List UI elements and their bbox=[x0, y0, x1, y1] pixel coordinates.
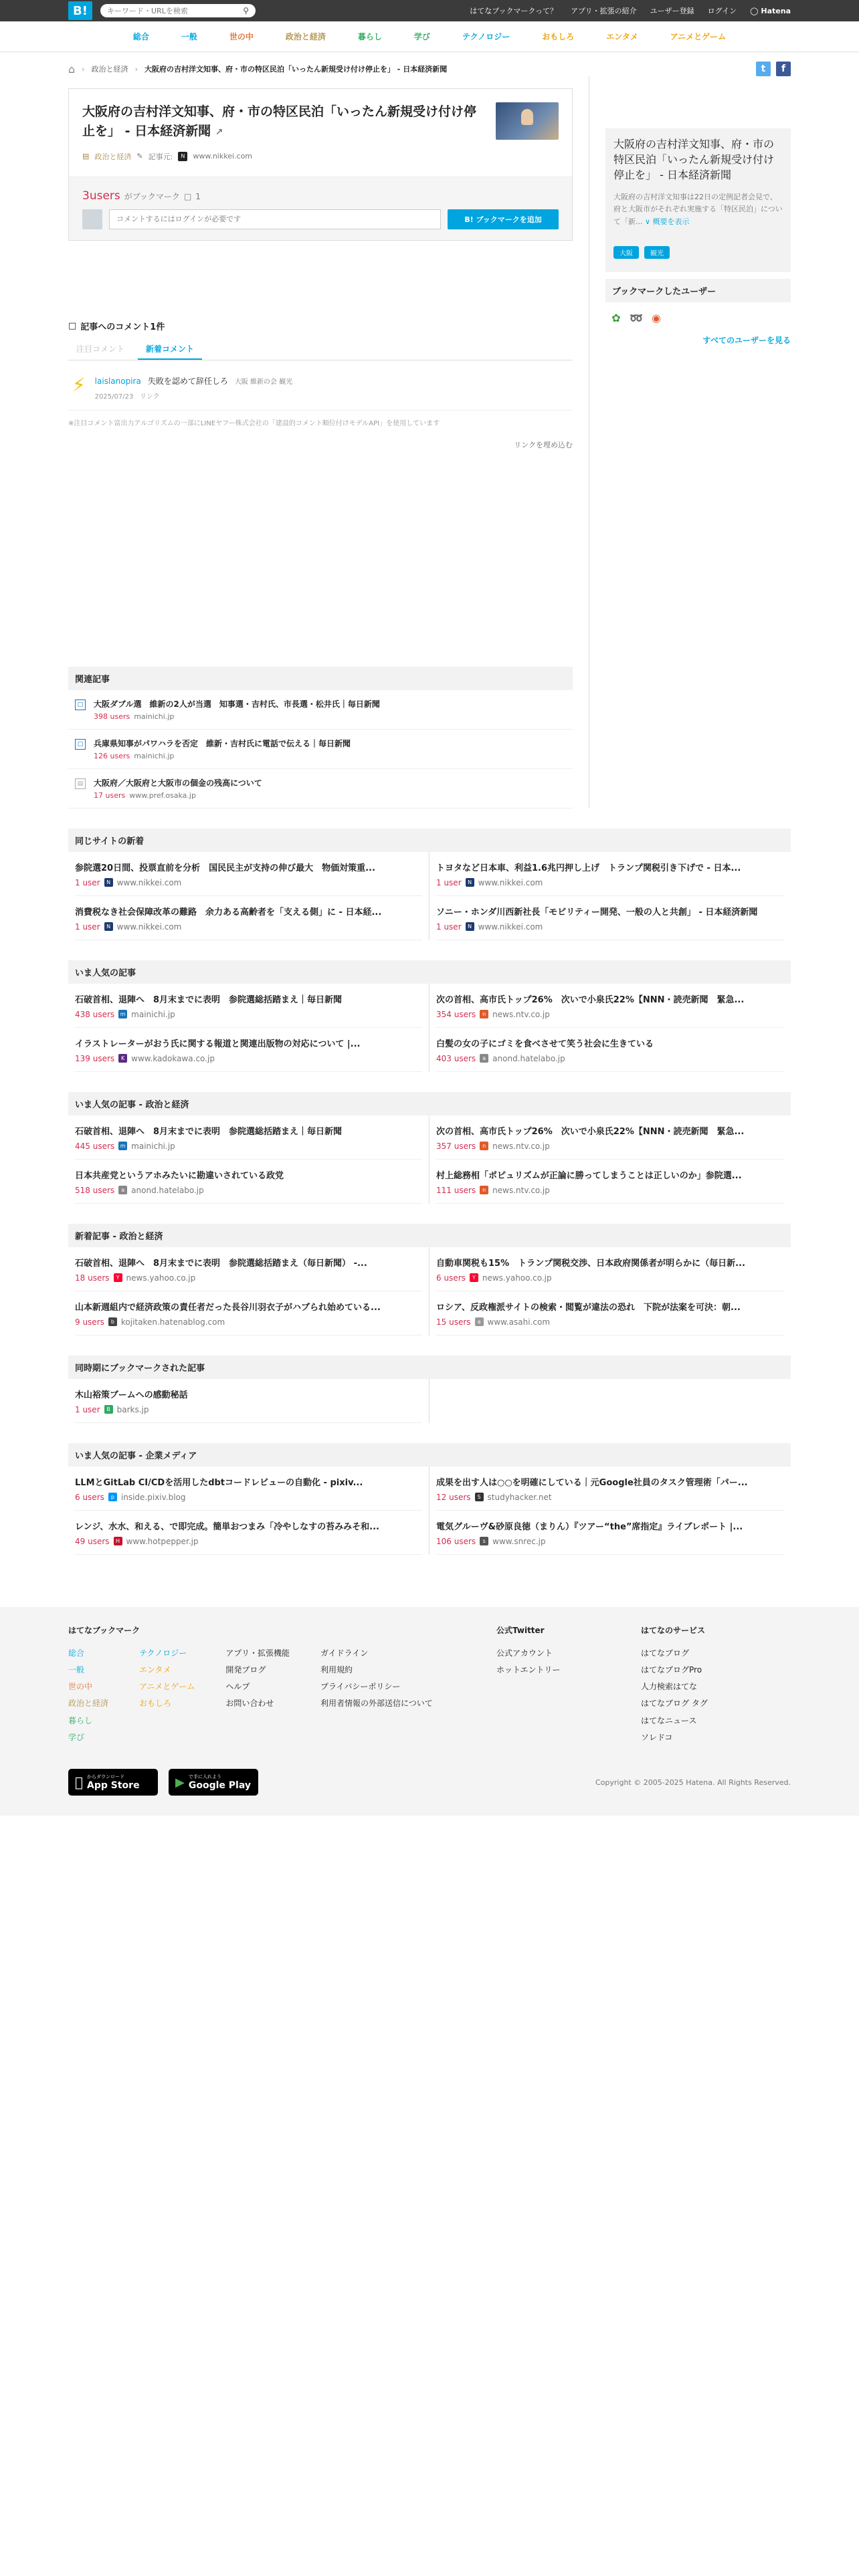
bookmark-count[interactable]: 3users がブックマーク □ 1 bbox=[82, 189, 201, 203]
nikkei-favicon: N bbox=[466, 922, 474, 931]
comment-list bbox=[68, 360, 573, 411]
nikkei-favicon: N bbox=[178, 152, 187, 161]
category-tab[interactable]: テクノロジー bbox=[462, 32, 510, 41]
block-heading: いま人気の記事 - 政治と経済 bbox=[68, 1092, 791, 1115]
article-title[interactable]: 山本新週組内で経済政策の責任者だった長谷川羽衣子がハブられ始めている... bbox=[75, 1302, 381, 1313]
home-icon[interactable]: ⌂ bbox=[68, 62, 76, 76]
article-title[interactable]: トヨタなど日本車、利益1.6兆円押し上げ トランプ関税引き下げで - 日本... bbox=[436, 863, 741, 873]
article-domain[interactable]: kojitaken.hatenablog.com bbox=[120, 1317, 225, 1327]
block-column bbox=[430, 852, 791, 940]
asahi-favicon: a bbox=[475, 1317, 484, 1326]
category-tab[interactable]: 世の中 bbox=[229, 32, 254, 41]
article-item[interactable] bbox=[75, 852, 422, 896]
article-domain[interactable]: www.nikkei.com bbox=[116, 877, 182, 887]
article-users[interactable]: 6 users bbox=[436, 1273, 466, 1283]
avatar bbox=[82, 209, 102, 229]
related-heading: 関連記事 bbox=[68, 667, 573, 690]
footer-link[interactable]: 一般 bbox=[68, 1665, 85, 1675]
footer-link[interactable]: お問い合わせ bbox=[225, 1699, 274, 1709]
footer bbox=[0, 1607, 859, 1816]
footer-link[interactable]: アニメとゲーム bbox=[139, 1682, 195, 1692]
google-play-small: で手に入れよう bbox=[188, 1774, 221, 1780]
article-users[interactable]: 518 users bbox=[75, 1185, 115, 1195]
article-users[interactable]: 1 user bbox=[75, 877, 100, 887]
entry-box bbox=[68, 88, 573, 241]
block-column bbox=[68, 852, 430, 940]
chart-icon: ▤ bbox=[82, 152, 90, 161]
bookmark-area bbox=[69, 177, 572, 240]
lightning-icon[interactable]: ➿ bbox=[630, 312, 643, 325]
article-domain[interactable]: news.yahoo.co.jp bbox=[482, 1273, 552, 1283]
blog-favicon: b bbox=[108, 1317, 117, 1326]
article-item[interactable] bbox=[75, 1115, 422, 1160]
article-title[interactable]: 参院選20日間、投票直前を分析 国民民主が支持の伸び最大 物価対策重... bbox=[75, 863, 375, 873]
article-item[interactable] bbox=[75, 1467, 422, 1511]
article-title[interactable]: 日本共産党というアホみたいに勘違いされている政党 bbox=[75, 1170, 284, 1181]
article-domain[interactable]: anond.hatelabo.jp bbox=[492, 1053, 565, 1063]
article-title[interactable]: 村上総務相「ポピュリズムが正論に勝ってしまうことは正しいのか」参院選... bbox=[436, 1170, 742, 1181]
block-column bbox=[430, 984, 791, 1072]
article-domain[interactable]: news.ntv.co.jp bbox=[492, 1141, 550, 1151]
comment-text: 失敗を認めて辞任しろ bbox=[147, 376, 228, 386]
breadcrumb bbox=[68, 62, 791, 76]
article-domain[interactable]: mainichi.jp bbox=[131, 1141, 175, 1151]
block-column bbox=[68, 984, 430, 1072]
document-icon: ▤ bbox=[75, 778, 86, 789]
add-bookmark-button[interactable]: B! ブックマークを追加 bbox=[448, 209, 559, 229]
related-title[interactable]: 大阪府／大阪府と大阪市の個金の残高について bbox=[94, 778, 262, 788]
footer-service-links bbox=[641, 1645, 708, 1746]
related-domain[interactable]: mainichi.jp bbox=[134, 751, 175, 760]
article-item[interactable] bbox=[75, 896, 422, 940]
comment-input[interactable] bbox=[109, 209, 441, 229]
entry-thumbnail[interactable] bbox=[496, 102, 559, 140]
bookmark-label: がブックマーク bbox=[124, 191, 180, 201]
footer-link[interactable]: テクノロジー bbox=[139, 1648, 187, 1658]
footer-policy-links bbox=[320, 1645, 433, 1746]
article-users[interactable]: 357 users bbox=[436, 1141, 476, 1151]
breadcrumb-category[interactable]: 政治と経済 bbox=[91, 65, 128, 74]
article-users[interactable]: 139 users bbox=[75, 1053, 115, 1063]
article-item[interactable] bbox=[436, 1247, 784, 1291]
footer-link[interactable]: 人力検索はてな bbox=[641, 1682, 698, 1692]
article-users[interactable]: 12 users bbox=[436, 1492, 471, 1502]
article-users[interactable]: 1 user bbox=[436, 877, 462, 887]
category-tab[interactable]: 暮らし bbox=[357, 32, 382, 41]
top-link[interactable]: アプリ・拡張の紹介 bbox=[571, 7, 637, 15]
footer-link[interactable]: 政治と経済 bbox=[68, 1699, 109, 1709]
article-block bbox=[68, 1092, 791, 1204]
article-users[interactable]: 445 users bbox=[75, 1141, 115, 1151]
footer-link[interactable]: ホットエントリー bbox=[496, 1665, 561, 1675]
yahoo-favicon: Y bbox=[114, 1273, 122, 1282]
anond-favicon: a bbox=[480, 1054, 488, 1063]
footer-link[interactable]: はてなブログPro bbox=[641, 1665, 702, 1675]
comments-heading bbox=[68, 320, 573, 332]
kadokawa-favicon: K bbox=[118, 1054, 127, 1063]
article-item[interactable] bbox=[436, 896, 784, 940]
block-column bbox=[68, 1115, 430, 1204]
article-users[interactable]: 9 users bbox=[75, 1317, 104, 1327]
footer-twitter-title: 公式Twitter bbox=[496, 1625, 545, 1635]
pixiv-favicon: p bbox=[108, 1493, 117, 1501]
hatena-circle-icon: ◯ bbox=[750, 6, 759, 15]
article-users[interactable]: 438 users bbox=[75, 1009, 115, 1019]
block-grid bbox=[68, 1379, 791, 1423]
comment-icon: □ bbox=[68, 320, 77, 331]
article-title[interactable]: 石破首相、退陣へ 8月末までに表明 参院選総括踏まえ｜毎日新聞 bbox=[75, 1126, 343, 1137]
chevron-right-icon: › bbox=[134, 64, 138, 74]
article-title[interactable]: 消費税なき社会保障改革の難路 余力ある高齢者を「支える側」に - 日本経... bbox=[75, 907, 382, 918]
snrec-favicon: s bbox=[480, 1537, 488, 1545]
article-title[interactable]: レンジ、水水、和える、で即完成。簡単おつまみ「冷やしなすの苔みみそ和... bbox=[75, 1521, 379, 1532]
hatena-label: Hatena bbox=[761, 6, 791, 15]
footer-link[interactable]: 開発ブログ bbox=[225, 1665, 266, 1675]
app-store-button[interactable] bbox=[68, 1769, 158, 1796]
block-column bbox=[430, 1379, 791, 1423]
top-bar bbox=[0, 0, 859, 21]
article-item[interactable] bbox=[75, 1160, 422, 1204]
footer-link[interactable]: 世の中 bbox=[68, 1682, 93, 1692]
footer-link[interactable]: はてなブログ タグ bbox=[641, 1699, 708, 1709]
google-play-icon: ▶ bbox=[175, 1775, 185, 1790]
comment-item bbox=[68, 360, 573, 411]
block-heading: 同時期にブックマークされた記事 bbox=[68, 1356, 791, 1379]
footer-link[interactable]: エンタメ bbox=[139, 1665, 171, 1675]
comment-link[interactable]: リンク bbox=[139, 393, 160, 401]
article-title[interactable]: 電気グルーヴ&砂原良徳（まりん）『ツアー“the”席指定』ライブレポート |... bbox=[436, 1521, 743, 1532]
article-title[interactable]: 次の首相、高市氏トップ26% 次いで小泉氏22%【NNN・読売新聞 緊急... bbox=[436, 994, 745, 1005]
bookmarked-users bbox=[605, 302, 791, 332]
hotpepper-favicon: H bbox=[114, 1537, 122, 1545]
block-column bbox=[430, 1467, 791, 1555]
entry-summary bbox=[605, 128, 791, 272]
footer-link[interactable]: 利用者情報の外部送信について bbox=[320, 1699, 433, 1709]
summary-text: 大阪府の吉村洋文知事は22日の定例記者会見で、府と大阪市がそれぞれ実施する「特区民泊」について「新... ∨ 概要を表示 bbox=[613, 192, 783, 226]
mainichi-favicon: □ bbox=[75, 700, 86, 710]
category-tab[interactable]: エンタメ bbox=[606, 32, 638, 41]
app-store-label: App Store bbox=[79, 1780, 132, 1791]
article-domain[interactable]: studyhacker.net bbox=[487, 1492, 552, 1502]
footer-link[interactable]: はてなブログ bbox=[641, 1648, 690, 1658]
article-title[interactable]: 自動車関税も15% トランプ関税交渉、日本政府関係者が明らかに（毎日新... bbox=[436, 1258, 745, 1269]
nikkei-favicon: N bbox=[466, 878, 474, 887]
footer-app-links bbox=[225, 1645, 290, 1746]
search-box[interactable] bbox=[100, 4, 256, 17]
article-block bbox=[68, 1443, 791, 1555]
mainichi-favicon: m bbox=[118, 1142, 127, 1150]
related-users[interactable]: 398 users bbox=[94, 712, 130, 721]
article-item[interactable] bbox=[75, 1028, 422, 1072]
article-users[interactable]: 354 users bbox=[436, 1009, 476, 1019]
article-item[interactable] bbox=[436, 1115, 784, 1160]
footer-link[interactable]: はてなニュース bbox=[641, 1715, 697, 1725]
entry-domain[interactable]: www.nikkei.com bbox=[193, 152, 253, 161]
article-title[interactable]: ソニー・ホンダ川西新社長「モビリティー開発、一般の人と共創」 - 日本経済新聞 bbox=[436, 907, 758, 918]
article-title[interactable]: 石破首相、退陣へ 8月末までに表明 参院選総括踏まえ｜毎日新聞 bbox=[75, 994, 343, 1005]
article-block bbox=[68, 960, 791, 1072]
article-users[interactable]: 18 users bbox=[75, 1273, 110, 1283]
related-domain[interactable]: mainichi.jp bbox=[134, 712, 175, 721]
article-users[interactable]: 1 user bbox=[436, 922, 462, 932]
comment-note: ※注目コメント富出力アルゴリズムの一部にLINEヤフー株式会社の「建設的コメント順位付けモデルAPI」を使用しています bbox=[68, 419, 440, 427]
comment-tags[interactable]: 大阪 維新の会 観光 bbox=[234, 378, 293, 386]
search-icon[interactable]: ⚲ bbox=[243, 6, 249, 15]
block-heading: いま人気の記事 bbox=[68, 960, 791, 984]
google-play-label: Google Play bbox=[188, 1780, 251, 1791]
summary-title[interactable]: 大阪府の吉村洋文知事、府・市の特区民泊「いったん新規受け付け停止を」 - 日本経済新聞 bbox=[613, 138, 775, 182]
ntv-favicon: n bbox=[480, 1186, 488, 1194]
block-grid bbox=[68, 852, 791, 940]
related-item[interactable] bbox=[68, 730, 573, 769]
main-column bbox=[68, 76, 573, 809]
top-link[interactable]: ログイン bbox=[707, 7, 737, 15]
article-block bbox=[68, 1224, 791, 1335]
mainichi-favicon: □ bbox=[75, 739, 86, 750]
hatena-bookmark-logo[interactable]: B! bbox=[68, 1, 92, 20]
block-grid bbox=[68, 1467, 791, 1555]
article-title[interactable]: イラストレーターがおう氏に関する報道と関連出版物の対応について |... bbox=[75, 1039, 361, 1049]
footer-link[interactable]: 総合 bbox=[68, 1648, 85, 1658]
article-title[interactable]: 次の首相、高市氏トップ26% 次いで小泉氏22%【NNN・読売新聞 緊急... bbox=[436, 1126, 745, 1137]
article-domain[interactable]: www.asahi.com bbox=[487, 1317, 551, 1327]
tag[interactable]: 観光 bbox=[644, 246, 670, 259]
article-domain[interactable]: barks.jp bbox=[116, 1404, 149, 1414]
article-users[interactable]: 6 users bbox=[75, 1492, 104, 1502]
footer-link[interactable]: おもしろ bbox=[139, 1699, 172, 1709]
entry-category[interactable]: 政治と経済 bbox=[94, 152, 132, 161]
tag[interactable]: 大阪 bbox=[613, 246, 639, 259]
all-users-link[interactable]: すべてのユーザーを見る bbox=[702, 335, 791, 345]
article-item[interactable] bbox=[436, 1160, 784, 1204]
article-item[interactable] bbox=[75, 1379, 422, 1423]
google-play-button[interactable] bbox=[169, 1769, 258, 1796]
comment-count: 1 bbox=[195, 191, 201, 201]
chevron-right-icon: › bbox=[82, 64, 85, 74]
category-tab[interactable]: アニメとゲーム bbox=[670, 32, 727, 41]
article-item[interactable] bbox=[436, 852, 784, 896]
article-item[interactable] bbox=[75, 1291, 422, 1335]
footer-link[interactable]: 暮らし bbox=[68, 1715, 93, 1725]
block-column bbox=[68, 1467, 430, 1555]
footer-link[interactable]: ガイドライン bbox=[320, 1648, 369, 1658]
article-users[interactable]: 106 users bbox=[436, 1536, 476, 1546]
app-store-small: からダウンロード bbox=[79, 1774, 116, 1780]
block-grid bbox=[68, 1247, 791, 1335]
tag-list bbox=[613, 246, 783, 259]
summary-more[interactable]: ∨ 概要を表示 bbox=[645, 217, 690, 226]
article-item[interactable] bbox=[436, 1511, 784, 1555]
block-column bbox=[68, 1247, 430, 1335]
footer-link[interactable]: 公式アカウント bbox=[496, 1648, 553, 1658]
breadcrumb-title: 大阪府の吉村洋文知事、府・市の特区民泊「いったん新規受け付け停止を」 - 日本経済新聞 bbox=[144, 65, 448, 74]
article-domain[interactable]: www.kadokawa.co.jp bbox=[131, 1053, 215, 1063]
ntv-favicon: n bbox=[480, 1142, 488, 1150]
sidebar bbox=[589, 76, 791, 809]
article-users[interactable]: 15 users bbox=[436, 1317, 471, 1327]
edit-icon[interactable]: ✎ bbox=[136, 152, 143, 161]
top-links bbox=[470, 5, 791, 16]
related-users[interactable]: 126 users bbox=[94, 751, 130, 760]
block-heading: いま人気の記事 - 企業メディア bbox=[68, 1443, 791, 1467]
hatena-logo[interactable] bbox=[750, 7, 791, 15]
related-domain[interactable]: www.pref.osaka.jp bbox=[129, 790, 196, 800]
barks-favicon: B bbox=[104, 1405, 113, 1414]
related-articles bbox=[68, 667, 573, 809]
user-avatar-icon[interactable]: ✿ bbox=[611, 312, 621, 325]
article-domain[interactable]: www.nikkei.com bbox=[478, 877, 543, 887]
block-grid bbox=[68, 984, 791, 1072]
article-item[interactable] bbox=[436, 1467, 784, 1511]
article-block bbox=[68, 1356, 791, 1423]
footer-link[interactable]: プライバシーポリシー bbox=[320, 1682, 401, 1692]
article-domain[interactable]: news.yahoo.co.jp bbox=[126, 1273, 196, 1283]
article-domain[interactable]: news.ntv.co.jp bbox=[492, 1185, 550, 1195]
top-link[interactable]: ユーザー登録 bbox=[650, 7, 694, 15]
footer-services-title: はてなのサービス bbox=[641, 1625, 706, 1635]
article-item[interactable] bbox=[75, 984, 422, 1028]
article-title[interactable]: 石破首相、退陣へ 8月末までに表明 参院選総括踏まえ（毎日新聞） -... bbox=[75, 1258, 367, 1269]
nikkei-favicon: N bbox=[104, 922, 113, 931]
article-domain[interactable]: www.nikkei.com bbox=[478, 922, 543, 932]
comment-tabs bbox=[68, 343, 573, 360]
footer-link[interactable]: 学び bbox=[68, 1732, 85, 1742]
share-buttons bbox=[756, 62, 791, 76]
related-item[interactable] bbox=[68, 769, 573, 809]
article-title[interactable]: ロシア、反政権派サイトの検索・閲覧が違法の恐れ 下院が法案を可決：朝... bbox=[436, 1302, 741, 1313]
related-title[interactable]: 兵庫県知事がパワハラを否定 維新・吉村氏に電話で伝える｜毎日新聞 bbox=[94, 738, 351, 748]
search-input[interactable] bbox=[107, 7, 243, 15]
comment-bubble-icon: □ bbox=[183, 191, 192, 201]
mainichi-favicon: m bbox=[118, 1010, 127, 1018]
study-favicon: S bbox=[475, 1493, 484, 1501]
category-tab[interactable]: 政治と経済 bbox=[285, 32, 326, 41]
comment-date[interactable]: 2025/07/23 bbox=[94, 393, 134, 401]
article-users[interactable]: 111 users bbox=[436, 1185, 476, 1195]
article-domain[interactable]: www.hotpepper.jp bbox=[126, 1536, 199, 1546]
category-nav bbox=[0, 21, 859, 52]
block-grid bbox=[68, 1115, 791, 1204]
apple-icon bbox=[75, 1774, 83, 1790]
block-column bbox=[430, 1247, 791, 1335]
footer-categories bbox=[68, 1645, 108, 1746]
article-users[interactable]: 1 user bbox=[75, 1404, 100, 1414]
article-item[interactable] bbox=[436, 1291, 784, 1335]
article-domain[interactable]: inside.pixiv.blog bbox=[120, 1492, 186, 1502]
footer-title: はてなブックマーク bbox=[68, 1625, 140, 1635]
facebook-icon[interactable]: f bbox=[776, 62, 791, 76]
article-domain[interactable]: www.nikkei.com bbox=[116, 922, 182, 932]
footer-categories-2 bbox=[139, 1645, 195, 1746]
yahoo-favicon: Y bbox=[470, 1273, 478, 1282]
article-item[interactable] bbox=[75, 1247, 422, 1291]
article-title[interactable]: 白髪の女の子にゴミを食べさせて笑う社会に生きている bbox=[436, 1039, 654, 1049]
article-users[interactable]: 403 users bbox=[436, 1053, 476, 1063]
comment-user[interactable]: laislanopira bbox=[94, 376, 141, 386]
external-link-icon[interactable]: ↗ bbox=[215, 127, 223, 138]
related-title[interactable]: 大阪ダブル選 維新の2人が当選 知事選・吉村氏、市長選・松井氏｜毎日新聞 bbox=[94, 699, 380, 709]
embed-link[interactable]: リンクを埋め込む bbox=[514, 440, 573, 449]
tab-popular[interactable]: 注目コメント bbox=[76, 344, 125, 354]
article-block bbox=[68, 829, 791, 940]
article-domain[interactable]: news.ntv.co.jp bbox=[492, 1009, 550, 1019]
user-avatar-icon[interactable]: ◉ bbox=[652, 312, 661, 325]
anond-favicon: a bbox=[118, 1186, 127, 1194]
article-title[interactable]: 成果を出す人は○○を明確にしている｜元Google社員のタスク管理術「パー... bbox=[436, 1477, 748, 1488]
copyright: Copyright © 2005-2025 Hatena. All Rights Reserved. bbox=[595, 1778, 791, 1787]
category-tab[interactable]: 学び bbox=[413, 32, 430, 41]
article-blocks bbox=[68, 829, 791, 1555]
category-tab[interactable]: おもしろ bbox=[542, 32, 575, 41]
footer-link[interactable]: ヘルプ bbox=[225, 1682, 250, 1692]
category-tab[interactable]: 一般 bbox=[181, 32, 197, 41]
entry-meta bbox=[82, 151, 496, 162]
article-domain[interactable]: mainichi.jp bbox=[131, 1009, 175, 1019]
article-users[interactable]: 1 user bbox=[75, 922, 100, 932]
top-link[interactable]: はてなブックマークって？ bbox=[470, 7, 558, 15]
ntv-favicon: n bbox=[480, 1010, 488, 1018]
block-heading: 同じサイトの新着 bbox=[68, 829, 791, 852]
article-users[interactable]: 49 users bbox=[75, 1536, 110, 1546]
entry-title[interactable]: 大阪府の吉村洋文知事、府・市の特区民泊「いったん新規受け付け停止を」 - 日本経済新聞 ↗ bbox=[82, 104, 477, 139]
article-item[interactable] bbox=[75, 1511, 422, 1555]
footer-twitter-links bbox=[496, 1645, 641, 1679]
footer-link[interactable]: ソレドコ bbox=[641, 1732, 673, 1742]
tab-new[interactable]: 新着コメント bbox=[138, 343, 202, 360]
related-users[interactable]: 17 users bbox=[94, 790, 126, 800]
twitter-icon[interactable]: t bbox=[756, 62, 771, 76]
article-title[interactable]: LLMとGitLab CI/CDを活用したdbtコードレビューの自動化 - pixiv... bbox=[75, 1477, 363, 1488]
block-heading: 新着記事 - 政治と経済 bbox=[68, 1224, 791, 1247]
article-title[interactable]: 木山裕策ブームへの感動秘話 bbox=[75, 1390, 188, 1400]
category-tab[interactable]: 総合 bbox=[132, 32, 149, 41]
article-domain[interactable]: anond.hatelabo.jp bbox=[131, 1185, 204, 1195]
article-domain[interactable]: www.snrec.jp bbox=[492, 1536, 546, 1546]
comments-heading-text: 記事へのコメント1件 bbox=[80, 322, 165, 332]
article-item[interactable] bbox=[436, 984, 784, 1028]
bookmarked-users-heading: ブックマークしたユーザー bbox=[605, 279, 791, 302]
footer-link[interactable]: 利用規約 bbox=[320, 1665, 353, 1675]
lightning-icon: ⚡ bbox=[72, 373, 86, 396]
footer-link[interactable]: アプリ・拡張機能 bbox=[225, 1648, 290, 1658]
related-item[interactable] bbox=[68, 690, 573, 730]
nikkei-favicon: N bbox=[104, 878, 113, 887]
source-label: 記事元: bbox=[148, 152, 173, 161]
block-column bbox=[68, 1379, 430, 1423]
block-column bbox=[430, 1115, 791, 1204]
article-item[interactable] bbox=[436, 1028, 784, 1072]
